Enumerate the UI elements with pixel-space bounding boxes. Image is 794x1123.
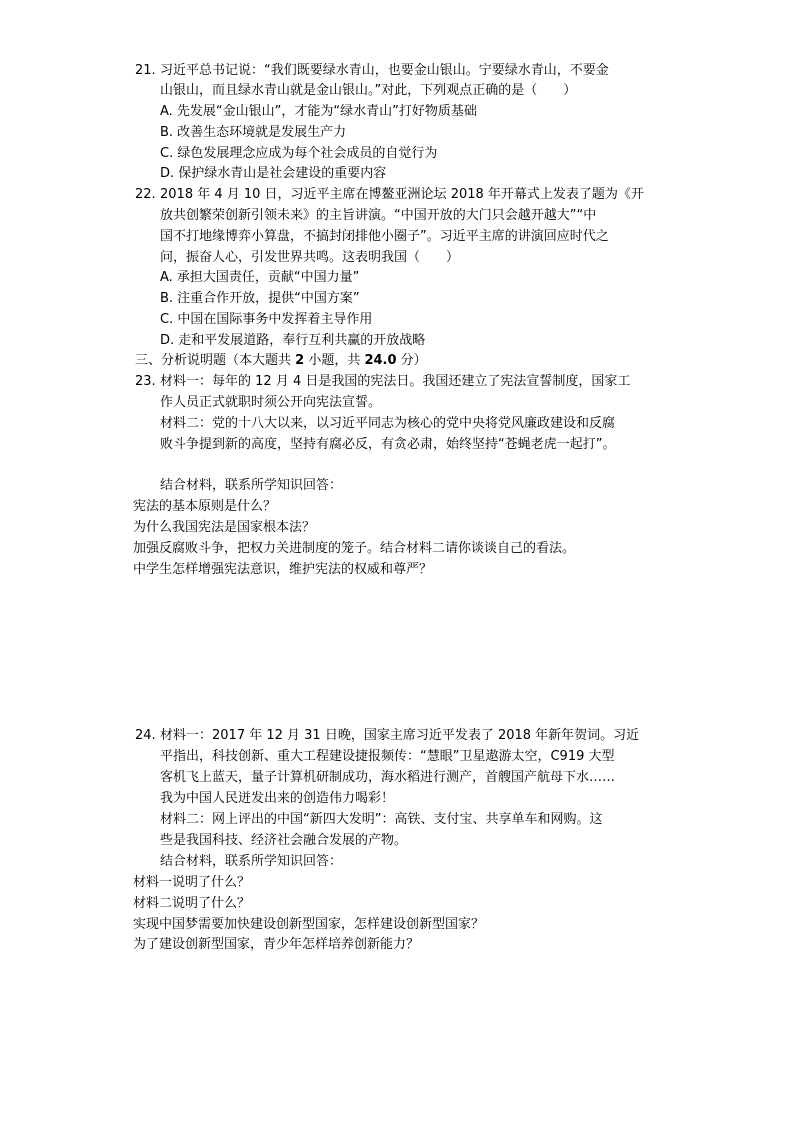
- question-number: 22.: [135, 187, 156, 202]
- material-line: 材料一：每年的 12 月 4 日是我国的宪法日。我国还建立了宪法宣誓制度，国家工: [160, 374, 631, 389]
- material-line: 作人员正式就职时须公开向宪法宣誓。: [160, 395, 382, 410]
- material-line: 客机飞上蓝天，量子计算机研制成功，海水稻进行测产，首艘国产航母下水……: [160, 770, 616, 785]
- sub-question: 为了建设创新型国家，青少年怎样培养创新能力？: [133, 937, 420, 952]
- material-line: 我为中国人民迸发出来的创造伟力喝彩！: [160, 791, 395, 806]
- question-number: 23.: [135, 374, 156, 389]
- question-stem-line: 习近平总书记说：“我们既要绿水青山，也要金山银山。宁要绿水青山，不要金: [160, 63, 609, 78]
- option-d: D. 走和平发展道路，奉行互利共赢的开放战略: [160, 333, 426, 348]
- question-number: 21.: [135, 63, 156, 78]
- section-heading-middle: 小题，共: [304, 353, 365, 368]
- sub-question: 材料一说明了什么？: [133, 875, 251, 890]
- material-line: 材料二：党的十八大以来，以习近平同志为核心的党中央将党风廉政建设和反腐: [160, 416, 616, 431]
- sub-question: 中学生怎样增强宪法意识，维护宪法的权威和尊严？: [133, 562, 433, 577]
- question-stem-line: 国不打地缘博弈小算盘，不搞封闭排他小圈子”。习近平主席的讲演回应时代之: [160, 229, 609, 244]
- option-b: B. 改善生态环境就是发展生产力: [160, 125, 347, 140]
- option-c: C. 绿色发展理念应成为每个社会成员的自觉行为: [160, 146, 438, 161]
- material-line: 平指出，科技创新、重大工程建设捷报频传：“慧眼”卫星遨游太空，C919 大型: [160, 749, 615, 764]
- sub-question: 宪法的基本原则是什么？: [133, 499, 277, 514]
- option-a: A. 先发展“金山银山”，才能为“绿水青山”打好物质基础: [160, 104, 477, 119]
- question-number: 24.: [135, 728, 156, 743]
- question-stem-line: 放共创繁荣创新引领未来》的主旨讲演。“中国开放的大门只会越开越大”“中: [160, 208, 597, 223]
- section-heading-prefix: 三、分析说明题（本大题共: [135, 353, 296, 368]
- material-line: 材料一：2017 年 12 月 31 日晚，国家主席习近平发表了 2018 年新年贺词。习近: [160, 728, 640, 743]
- option-a: A. 承担大国责任，贡献“中国力量”: [160, 270, 360, 285]
- material-line: 败斗争提到新的高度，坚持有腐必反，有贪必肃，始终坚持“苍蝇老虎一起打”。: [160, 437, 616, 452]
- sub-question: 为什么我国宪法是国家根本法？: [133, 520, 316, 535]
- material-line: 些是我国科技、经济社会融合发展的产物。: [160, 833, 408, 848]
- section-score: 24.0: [364, 353, 397, 368]
- sub-question: 材料二说明了什么？: [133, 896, 251, 911]
- question-stem-line: 山银山，而且绿水青山就是金山银山。”对此，下列观点正确的是（ ）: [160, 83, 577, 98]
- option-c: C. 中国在国际事务中发挥着主导作用: [160, 312, 373, 327]
- question-stem-line: 问，振奋人心，引发世界共鸣。这表明我国（ ）: [160, 250, 460, 265]
- option-b: B. 注重合作开放，提供“中国方案”: [160, 291, 360, 306]
- instruction: 结合材料，联系所学知识回答：: [160, 478, 343, 493]
- question-stem-line: 2018 年 4 月 10 日，习近平主席在博鳌亚洲论坛 2018 年开幕式上发表了题为《开: [160, 187, 644, 202]
- sub-question: 加强反腐败斗争，把权力关进制度的笼子。结合材料二请你谈谈自己的看法。: [133, 541, 576, 556]
- section-heading: [135, 351, 427, 371]
- section-question-count: 2: [295, 353, 305, 368]
- instruction: 结合材料，联系所学知识回答：: [160, 854, 343, 869]
- sub-question: 实现中国梦需要加快建设创新型国家，怎样建设创新型国家？: [133, 917, 485, 932]
- material-line: 材料二：网上评出的中国“新四大发明”：高铁、支付宝、共享单车和网购。这: [160, 812, 603, 827]
- section-heading-suffix: 分）: [396, 353, 427, 368]
- option-d: D. 保护绿水青山是社会建设的重要内容: [160, 166, 387, 181]
